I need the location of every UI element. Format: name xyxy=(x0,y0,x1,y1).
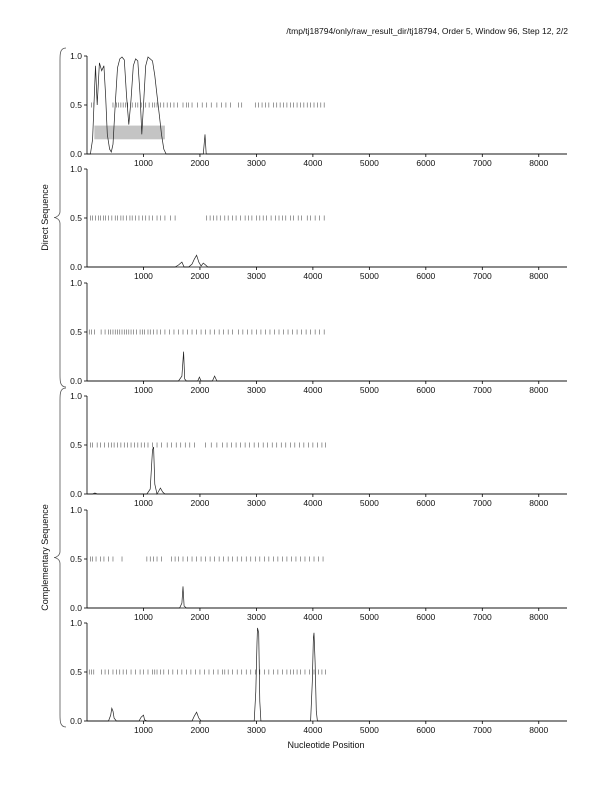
x-tick-label: 5000 xyxy=(359,271,379,281)
panels-layer xyxy=(70,51,567,735)
x-tick-label: 3000 xyxy=(246,498,266,508)
series-line xyxy=(87,352,567,381)
y-tick-label: 0.0 xyxy=(70,716,82,726)
series-line xyxy=(87,255,567,267)
x-tick-label: 2000 xyxy=(190,271,210,281)
x-tick-label: 5000 xyxy=(359,612,379,622)
y-tick-label: 1.0 xyxy=(70,618,82,628)
group-bracket xyxy=(54,388,66,727)
y-tick-label: 0.0 xyxy=(70,603,82,613)
group-label: Direct Sequence xyxy=(40,184,50,251)
x-tick-label: 1000 xyxy=(134,498,153,508)
y-tick-label: 0.5 xyxy=(70,213,82,223)
panel-3 xyxy=(70,278,567,395)
x-tick-label: 3000 xyxy=(246,271,266,281)
series-line xyxy=(87,447,567,494)
group-brackets xyxy=(40,48,66,727)
x-tick-label: 6000 xyxy=(416,498,436,508)
x-tick-label: 7000 xyxy=(472,385,492,395)
y-tick-label: 1.0 xyxy=(70,391,82,401)
y-tick-label: 0.5 xyxy=(70,100,82,110)
x-tick-label: 2000 xyxy=(190,158,210,168)
x-tick-label: 3000 xyxy=(246,158,266,168)
x-tick-label: 5000 xyxy=(359,725,379,735)
panel-2 xyxy=(70,164,567,281)
x-axis-label: Nucleotide Position xyxy=(287,740,365,750)
x-tick-label: 2000 xyxy=(190,725,210,735)
x-tick-label: 7000 xyxy=(472,612,492,622)
y-tick-label: 1.0 xyxy=(70,164,82,174)
x-tick-label: 1000 xyxy=(134,385,153,395)
x-tick-label: 4000 xyxy=(303,158,323,168)
series-line xyxy=(87,628,567,721)
x-tick-label: 4000 xyxy=(303,498,323,508)
x-tick-label: 7000 xyxy=(472,158,492,168)
panel-6 xyxy=(70,618,567,735)
x-tick-label: 1000 xyxy=(134,158,153,168)
x-tick-label: 6000 xyxy=(416,385,436,395)
x-tick-label: 4000 xyxy=(303,725,323,735)
x-tick-label: 6000 xyxy=(416,612,436,622)
x-tick-label: 4000 xyxy=(303,385,323,395)
x-tick-label: 6000 xyxy=(416,158,436,168)
x-tick-label: 5000 xyxy=(359,158,379,168)
orf-band xyxy=(94,126,165,140)
group-bracket xyxy=(54,48,66,387)
y-tick-label: 1.0 xyxy=(70,51,82,61)
x-tick-label: 5000 xyxy=(359,385,379,395)
x-tick-label: 4000 xyxy=(303,271,323,281)
x-tick-label: 8000 xyxy=(529,498,549,508)
panel-5 xyxy=(70,505,567,622)
y-tick-label: 0.0 xyxy=(70,376,82,386)
y-tick-label: 0.5 xyxy=(70,327,82,337)
x-tick-label: 1000 xyxy=(134,725,153,735)
x-tick-label: 4000 xyxy=(303,612,323,622)
x-tick-label: 8000 xyxy=(529,725,549,735)
x-tick-label: 2000 xyxy=(190,612,210,622)
x-tick-label: 6000 xyxy=(416,725,436,735)
y-tick-label: 1.0 xyxy=(70,505,82,515)
y-tick-label: 1.0 xyxy=(70,278,82,288)
y-tick-label: 0.5 xyxy=(70,667,82,677)
series-line xyxy=(87,57,567,154)
panel-4 xyxy=(70,391,567,508)
group-label: Complementary Sequence xyxy=(40,504,50,611)
y-tick-label: 0.0 xyxy=(70,149,82,159)
x-tick-label: 7000 xyxy=(472,725,492,735)
x-tick-label: 2000 xyxy=(190,498,210,508)
x-tick-label: 8000 xyxy=(529,612,549,622)
x-tick-label: 5000 xyxy=(359,498,379,508)
y-tick-label: 0.0 xyxy=(70,262,82,272)
y-tick-label: 0.0 xyxy=(70,489,82,499)
x-tick-label: 8000 xyxy=(529,385,549,395)
x-tick-label: 3000 xyxy=(246,385,266,395)
x-tick-label: 1000 xyxy=(134,271,153,281)
x-tick-label: 1000 xyxy=(134,612,153,622)
x-tick-label: 2000 xyxy=(190,385,210,395)
series-line xyxy=(87,586,567,608)
x-tick-label: 3000 xyxy=(246,725,266,735)
x-tick-label: 8000 xyxy=(529,158,549,168)
y-tick-label: 0.5 xyxy=(70,440,82,450)
x-tick-label: 8000 xyxy=(529,271,549,281)
page-header: /tmp/tj18794/only/raw_result_dir/tj18794, Order 5, Window 96, Step 12, 2/2 xyxy=(286,26,568,36)
x-tick-label: 7000 xyxy=(472,498,492,508)
panel-1 xyxy=(70,51,567,168)
x-tick-label: 6000 xyxy=(416,271,436,281)
x-tick-label: 3000 xyxy=(246,612,266,622)
x-tick-label: 7000 xyxy=(472,271,492,281)
y-tick-label: 0.5 xyxy=(70,554,82,564)
